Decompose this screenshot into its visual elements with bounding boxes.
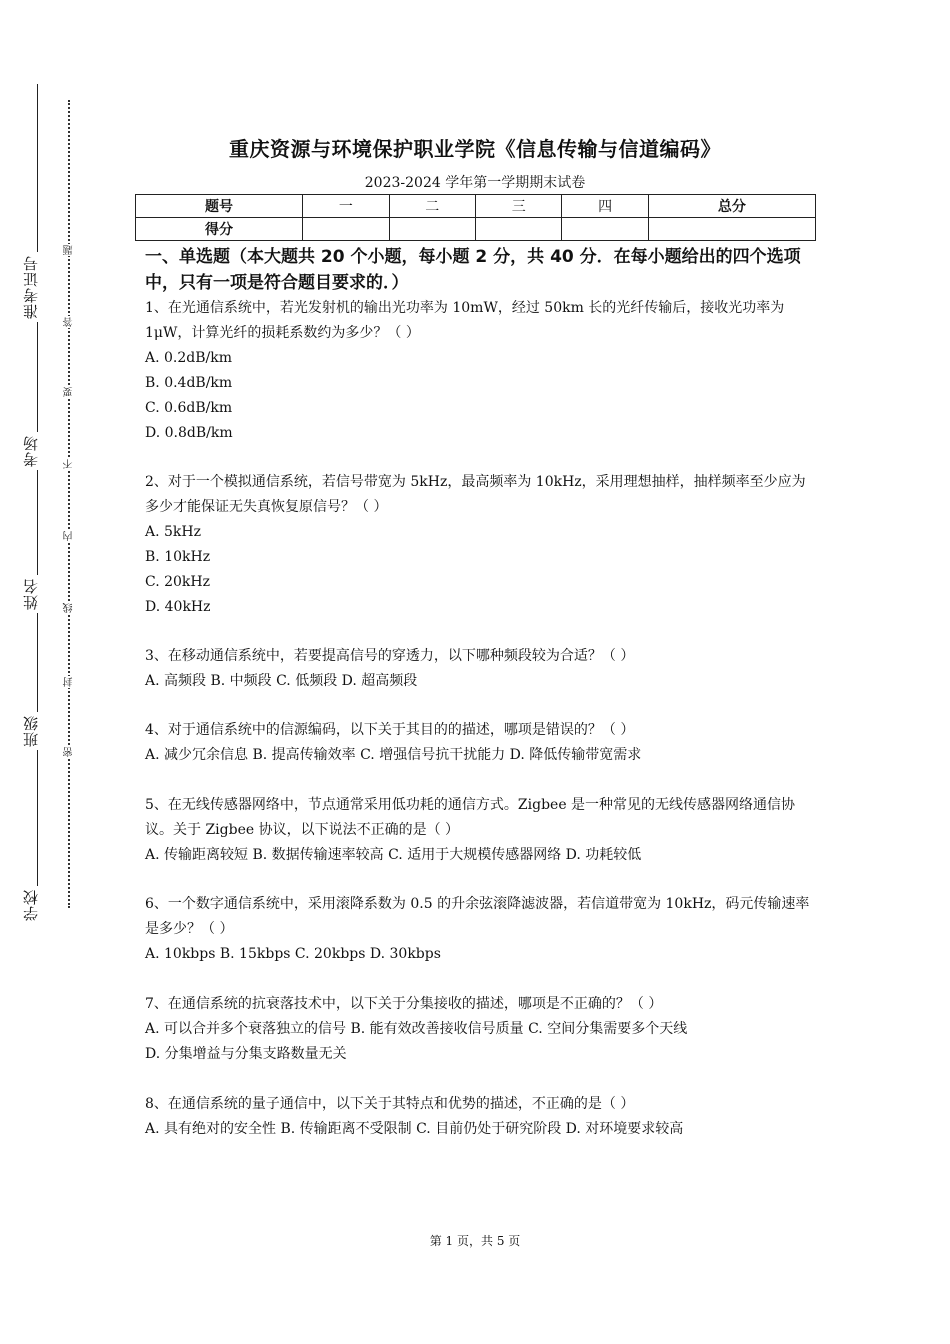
binding-margin xyxy=(0,0,110,1344)
field-school-label: 学校 xyxy=(20,886,56,924)
question-3 xyxy=(145,644,817,694)
field-exam-number-label: 准考证号 xyxy=(20,252,56,322)
options-line: A. 传输距离较短 B. 数据传输速率较高 C. 适用于大规模传感器网络 D. 功耗较低 xyxy=(145,847,642,863)
question-1 xyxy=(145,296,817,446)
question-stem: 3、在移动通信系统中，若要提高信号的穿透力，以下哪种频段较为合适？（ ） xyxy=(145,648,635,664)
options-line: D. 分集增益与分集支路数量无关 xyxy=(145,1046,347,1062)
page-number: 第 1 页，共 5 页 xyxy=(429,1234,521,1248)
seal-char: 密 xyxy=(64,747,75,757)
score-cell[interactable] xyxy=(562,218,648,241)
option-a: A. 5kHz xyxy=(145,524,201,540)
options-line: A. 10kbps B. 15kbps C. 20kbps D. 30kbps xyxy=(145,946,441,962)
option-d: D. 40kHz xyxy=(145,599,211,615)
seal-char: 答 xyxy=(64,317,75,327)
question-stem: 6、一个数字通信系统中，采用滚降系数为 0.5 的升余弦滚降滤波器，若信道带宽为 10kHz，码元传输速率是多少？（ ） xyxy=(145,896,810,937)
question-8 xyxy=(145,1092,817,1142)
question-stem: 4、对于通信系统中的信源编码，以下关于其目的的描述，哪项是错误的？（ ） xyxy=(145,722,635,738)
question-stem: 5、在无线传感器网络中，节点通常采用低功耗的通信方式。Zigbee 是一种常见的无线传感器网络通信协议。关于 Zigbee 协议，以下说法不正确的是（ ） xyxy=(145,797,796,838)
seal-char: 题 xyxy=(64,245,75,255)
option-d: D. 0.8dB/km xyxy=(145,425,233,441)
exam-title: 重庆资源与环境保护职业学院《信息传输与信道编码》 xyxy=(229,137,721,161)
seal-char: 内 xyxy=(64,531,75,541)
field-name-label: 姓名 xyxy=(20,575,56,613)
question-stem: 2、对于一个模拟通信系统，若信号带宽为 5kHz，最高频率为 10kHz，采用理想抽样，抽样频率至少应为多少才能保证无失真恢复原信号？（ ） xyxy=(145,474,806,515)
score-header-cell: 总分 xyxy=(648,195,815,218)
score-table-score-row xyxy=(136,218,816,241)
field-exam-room-label: 考场 xyxy=(20,432,56,470)
question-7 xyxy=(145,992,817,1067)
score-cell[interactable] xyxy=(303,218,389,241)
score-cell[interactable] xyxy=(475,218,561,241)
option-c: C. 20kHz xyxy=(145,574,210,590)
seal-char: 不 xyxy=(64,459,75,469)
question-stem: 7、在通信系统的抗衰落技术中，以下关于分集接收的描述，哪项是不正确的？（ ） xyxy=(145,996,663,1012)
binding-solid-line xyxy=(37,84,38,924)
seal-char: 封 xyxy=(64,677,75,687)
options-line: A. 可以合并多个衰落独立的信号 B. 能有效改善接收信号质量 C. 空间分集需要多个天线 xyxy=(145,1021,688,1037)
option-b: B. 10kHz xyxy=(145,549,211,565)
score-header-cell: 一 xyxy=(303,195,389,218)
score-row-label: 得分 xyxy=(136,218,303,241)
question-6 xyxy=(145,892,817,967)
question-2 xyxy=(145,470,817,620)
score-header-cell: 二 xyxy=(389,195,475,218)
seal-char: 线 xyxy=(64,603,75,613)
score-header-cell: 题号 xyxy=(136,195,303,218)
options-line: A. 高频段 B. 中频段 C. 低频段 D. 超高频段 xyxy=(145,673,418,689)
question-4 xyxy=(145,718,817,768)
exam-subtitle: 2023-2024 学年第一学期期末试卷 xyxy=(364,175,586,191)
score-header-cell: 三 xyxy=(475,195,561,218)
question-5 xyxy=(145,793,817,868)
field-class-label: 班级 xyxy=(20,712,56,750)
question-stem: 1、在光通信系统中，若光发射机的输出光功率为 10mW，经过 50km 长的光纤传输后，接收光功率为 1μW，计算光纤的损耗系数约为多少？（ ） xyxy=(145,300,785,341)
seal-dotted-line xyxy=(68,100,70,908)
options-line: A. 具有绝对的安全性 B. 传输距离不受限制 C. 目前仍处于研究阶段 D. 对环境要求较高 xyxy=(145,1121,684,1137)
score-table-header-row xyxy=(136,195,816,218)
option-b: B. 0.4dB/km xyxy=(145,375,233,391)
score-table xyxy=(135,194,816,241)
section-heading: 一、单选题（本大题共 20 个小题，每小题 2 分，共 40 分．在每小题给出的四个选项中，只有一项是符合题目要求的．） xyxy=(145,247,801,293)
option-c: C. 0.6dB/km xyxy=(145,400,233,416)
seal-char: 要 xyxy=(64,387,75,397)
score-cell[interactable] xyxy=(648,218,815,241)
score-cell[interactable] xyxy=(389,218,475,241)
option-a: A. 0.2dB/km xyxy=(145,350,233,366)
question-stem: 8、在通信系统的量子通信中，以下关于其特点和优势的描述，不正确的是（ ） xyxy=(145,1096,635,1112)
options-line: A. 减少冗余信息 B. 提高传输效率 C. 增强信号抗干扰能力 D. 降低传输带宽需求 xyxy=(145,747,642,763)
score-header-cell: 四 xyxy=(562,195,648,218)
